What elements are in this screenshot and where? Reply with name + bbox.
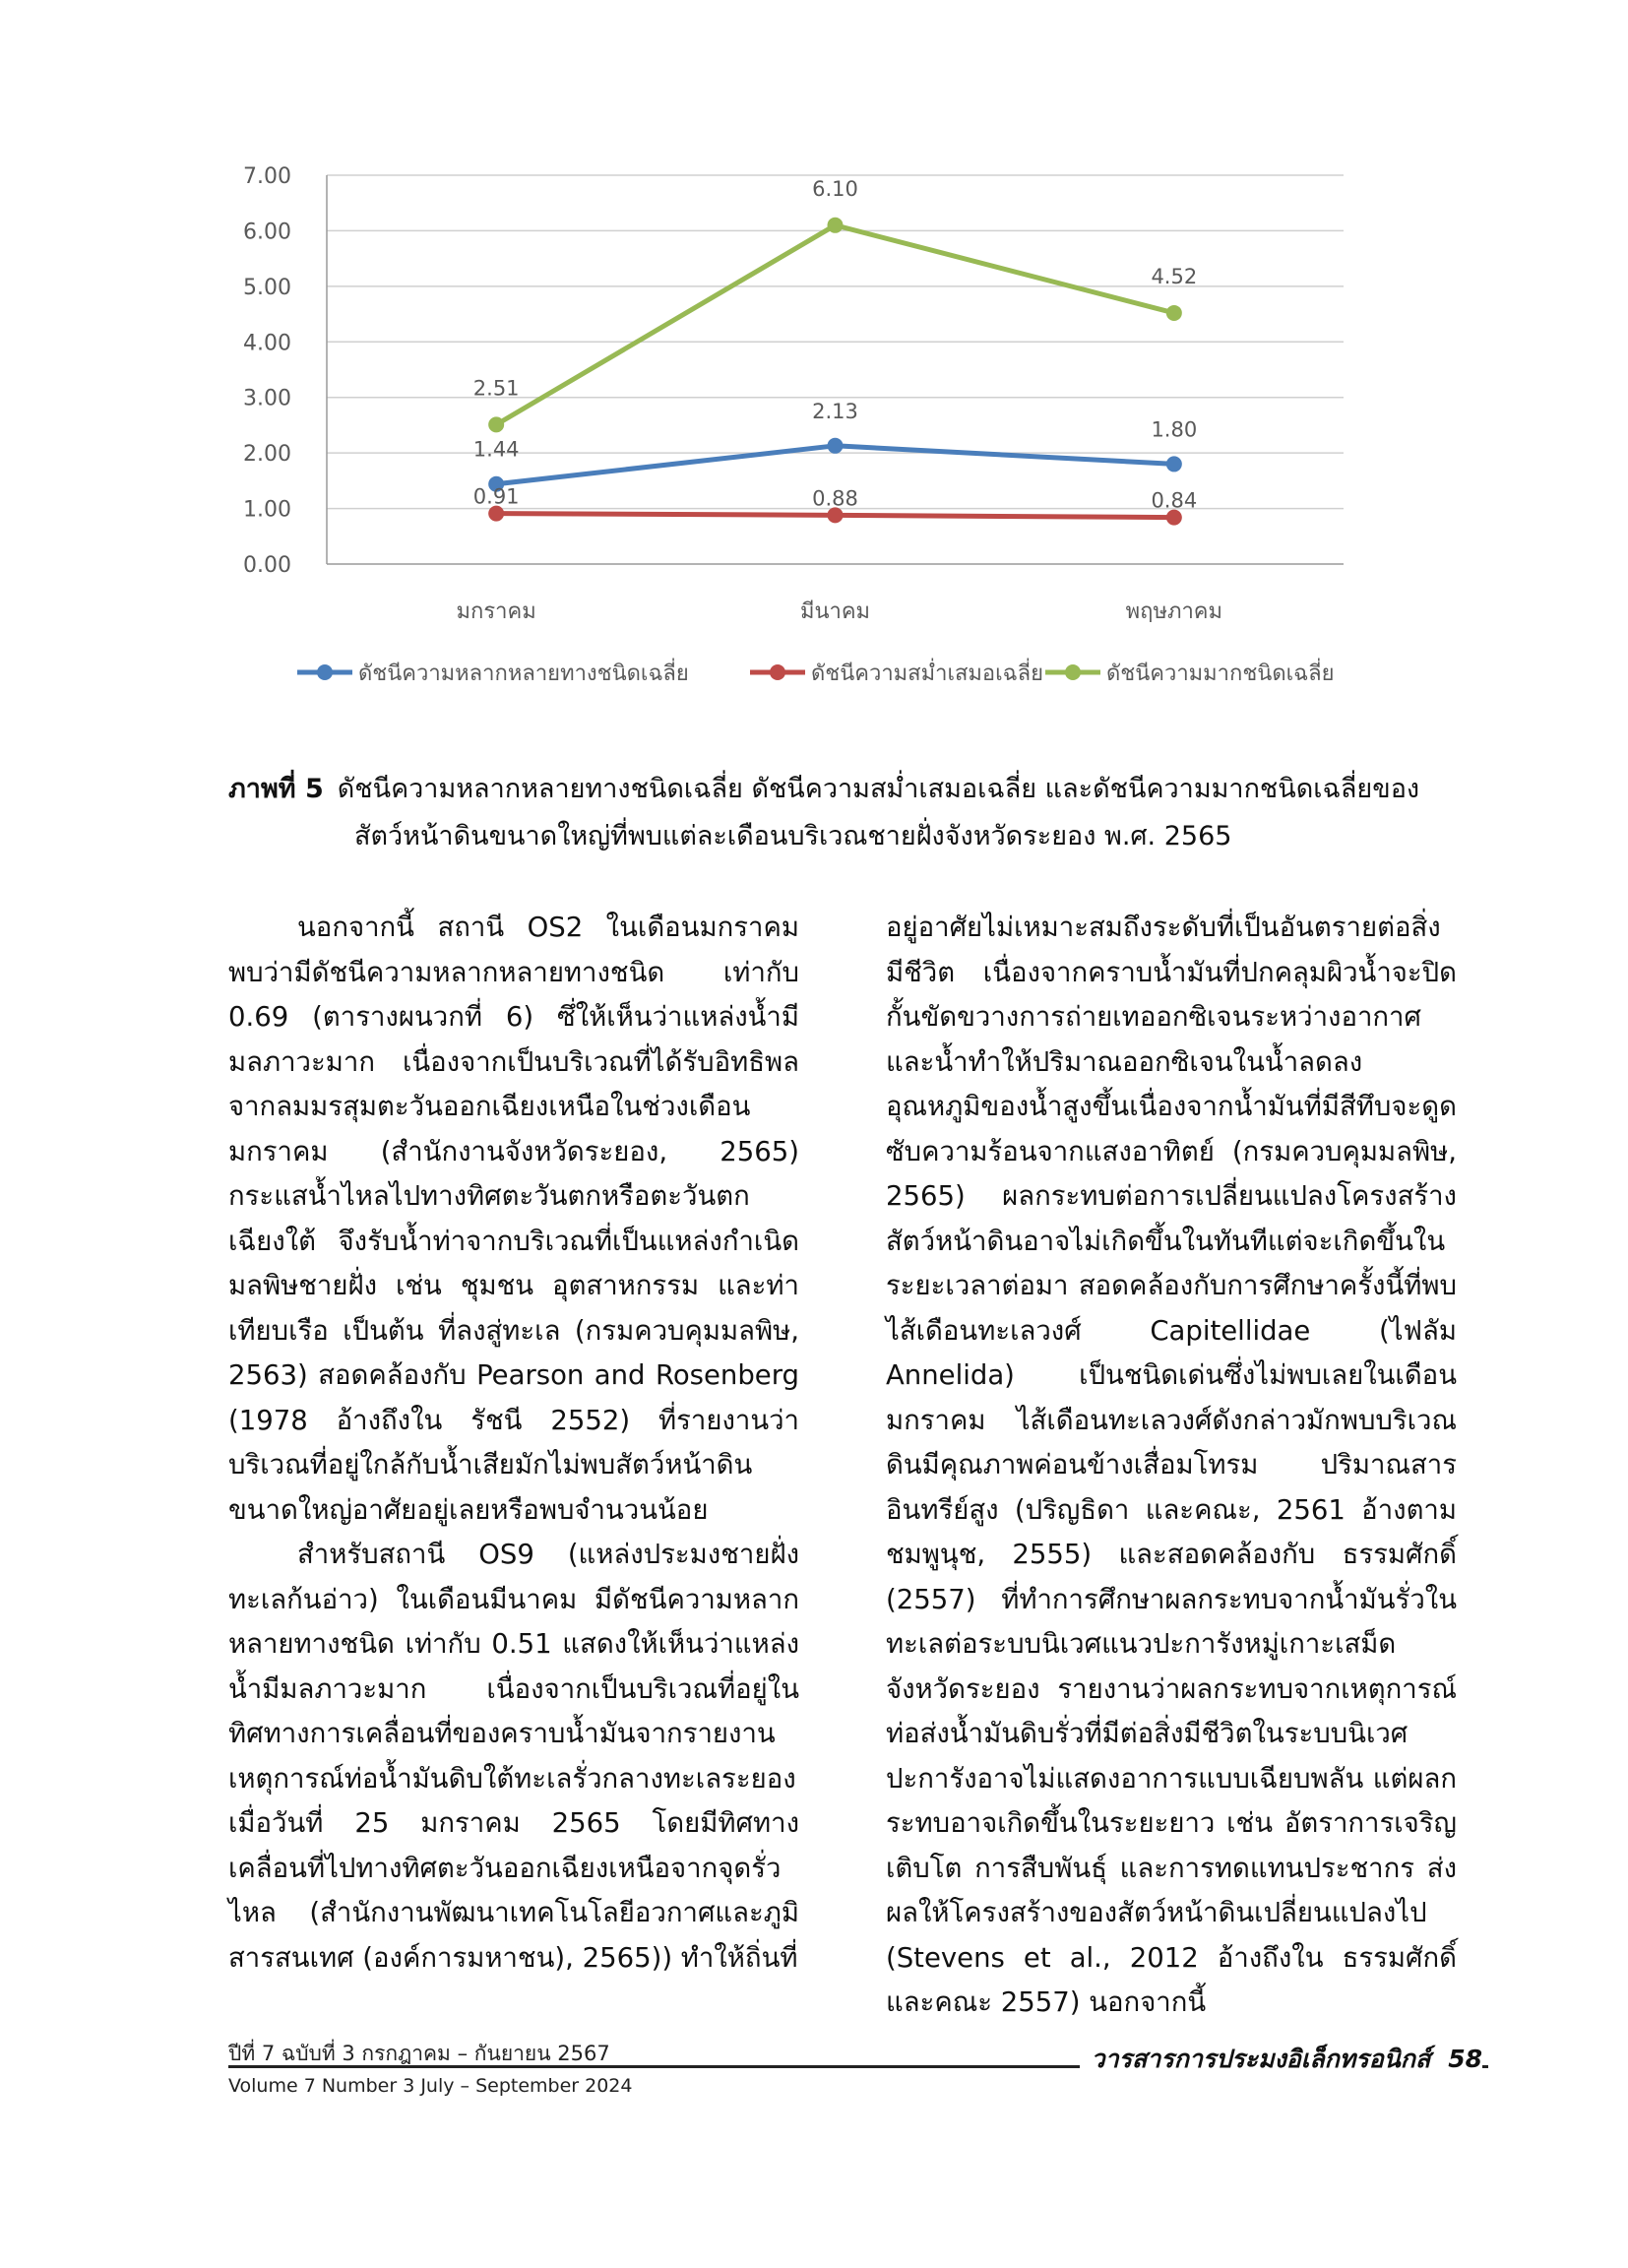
footer-issue-thai: ปีที่ 7 ฉบับที่ 3 กรกฎาคม – กันยายน 2567 xyxy=(228,2042,610,2065)
y-tick-label: 3.00 xyxy=(243,386,291,411)
footer-issue-english: Volume 7 Number 3 July – September 2024 xyxy=(228,2075,633,2097)
footer-journal-name: วารสารการประมงอิเล็กทรอนิกส์ xyxy=(1091,2045,1431,2073)
figure-caption-label: ภาพที่ 5 xyxy=(228,774,324,804)
data-label: 6.10 xyxy=(812,176,858,201)
x-tick-label: มกราคม xyxy=(456,599,536,624)
y-tick-label: 1.00 xyxy=(243,497,291,523)
chart-legend xyxy=(297,658,1335,686)
body-column-right xyxy=(886,906,1457,2026)
line-chart xyxy=(0,0,1628,748)
y-tick-label: 4.00 xyxy=(243,331,291,356)
y-tick-label: 0.00 xyxy=(243,553,291,578)
data-point xyxy=(828,218,844,233)
page-number: 58 xyxy=(1448,2045,1482,2073)
paragraph: สำหรับสถานี OS9 (แหล่งประมงชายฝั่งทะเลก้นอ่าว) ในเดือนมีนาคม มีดัชนีความหลากหลายทางชนิด เท่ากับ 0.51 แสดงให้เห็นว่าแหล่งน้ำมีมลภาวะมาก เนื่องจากเป็นบริเวณที่อยู่ในทิศทางการเคลื่อนที่ของคราบน้ำมันจากรายงานเหตุการณ์ท่อน้ำมันดิบใต้ทะเลรั่วกลางทะเลระยอง เมื่อวันที่ 25 มกราคม 2565 โดยมีทิศทางเคลื่อนที่ไปทางทิศตะวันออกเฉียงเหนือจากจุดรั่วไหล (สำนักงานพัฒนาเทคโนโลยีอวกาศและภูมิสารสนเทศ (องค์การมหาชน), 2565)) ทำให้ถิ่นที่ xyxy=(228,1539,799,1974)
y-tick-label: 7.00 xyxy=(243,164,291,189)
data-point xyxy=(1166,305,1182,321)
legend-label: ดัชนีความสม่ำเสมอเฉลี่ย xyxy=(811,662,1044,686)
y-tick-label: 2.00 xyxy=(243,442,291,468)
data-point xyxy=(828,438,844,454)
series-line xyxy=(496,225,1174,425)
legend-swatch-marker xyxy=(1065,664,1081,680)
data-label: 1.80 xyxy=(1151,417,1198,442)
figure-caption-line1: ดัชนีความหลากหลายทางชนิดเฉลี่ย ดัชนีความสม่ำเสมอเฉลี่ย และดัชนีความมากชนิดเฉลี่ยของ xyxy=(337,774,1420,804)
paragraph: อยู่อาศัยไม่เหมาะสมถึงระดับที่เป็นอันตรายต่อสิ่งมีชีวิต เนื่องจากคราบน้ำมันที่ปกคลุมผิวน้ำจะปิดกั้นขัดขวางการถ่ายเทออกซิเจนระหว่างอากาศและน้ำทำให้ปริมาณออกซิเจนในน้ำลดลง อุณหภูมิของน้ำสูงขึ้นเนื่องจากน้ำมันที่มีสีทึบจะดูดซับความร้อนจากแสงอาทิตย์ (กรมควบคุมมลพิษ, 2565) ผลกระทบต่อการเปลี่ยนแปลงโครงสร้างสัตว์หน้าดินอาจไม่เกิดขึ้นในทันทีแต่จะเกิดขึ้นในระยะเวลาต่อมา สอดคล้องกับการศึกษาครั้งนี้ที่พบไส้เดือนทะเลวงศ์ Capitellidae (ไฟลัม Annelida) เป็นชนิดเด่นซึ่งไม่พบเลยในเดือนมกราคม ไส้เดือนทะเลวงศ์ดังกล่าวมักพบบริเวณดินมีคุณภาพค่อนข้างเสื่อมโทรม ปริมาณสารอินทรีย์สูง (ปริญธิดา และคณะ, 2561 อ้างตาม ชมพูนุช, 2555) และสอดคล้องกับ ธรรมศักดิ์ (2557) ที่ทำการศึกษาผลกระทบจากน้ำมันรั่วในทะเลต่อระบบนิเวศแนวปะการังหมู่เกาะเสม็ด จังหวัดระยอง รายงานว่าผลกระทบจากเหตุการณ์ท่อส่งน้ำมันดิบรั่วที่มีต่อสิ่งมีชีวิตในระบบนิเวศปะการังอาจไม่แสดงอาการแบบเฉียบพลัน แต่ผลกระทบอาจเกิดขึ้นในระยะยาว เช่น อัตราการเจริญเติบโต การสืบพันธุ์ และการทดแทนประชากร ส่งผลให้โครงสร้างของสัตว์หน้าดินเปลี่ยนแปลงไป (Stevens et al., 2012 อ้างถึงใน ธรรมศักดิ์ และคณะ 2557) นอกจากนี้ xyxy=(886,912,1457,2018)
chart-axes xyxy=(243,164,1222,624)
chart-series xyxy=(473,177,1197,526)
data-point xyxy=(1166,456,1182,472)
data-label: 0.88 xyxy=(812,486,858,511)
data-label: 1.44 xyxy=(472,437,520,462)
paragraph: นอกจากนี้ สถานี OS2 ในเดือนมกราคม พบว่ามีดัชนีความหลากหลายทางชนิด เท่ากับ 0.69 (ตารางผนวกที่ 6) ซึ่ให้เห็นว่าแหล่งน้ำมีมลภาวะมาก เนื่องจากเป็นบริเวณที่ได้รับอิทธิพลจากลมมรสุมตะวันออกเฉียงเหนือในช่วงเดือน มกราคม (สำนักงานจังหวัดระยอง, 2565) กระแสน้ำไหลไปทางทิศตะวันตกหรือตะวันตกเฉียงใต้ จึงรับน้ำท่าจากบริเวณที่เป็นแหล่งกำเนิดมลพิษชายฝั่ง เช่น ชุมชน อุตสาหกรรม และท่าเทียบเรือ เป็นต้น ที่ลงสู่ทะเล (กรมควบคุมมลพิษ, 2563) สอดคล้องกับ Pearson and Rosenberg (1978 อ้างถึงใน รัชนี 2552) ที่รายงานว่าบริเวณที่อยู่ใกล้กับน้ำเสียมักไม่พบสัตว์หน้าดินขนาดใหญ่อาศัยอยู่เลยหรือพบจำนวนน้อย xyxy=(228,912,799,1526)
y-tick-label: 5.00 xyxy=(243,275,291,300)
legend-swatch-marker xyxy=(317,664,333,680)
footer-journal xyxy=(1080,2040,1482,2079)
data-label: 2.13 xyxy=(812,399,858,423)
data-label: 0.84 xyxy=(1151,488,1198,513)
legend-label: ดัชนีความมากชนิดเฉลี่ย xyxy=(1106,662,1335,686)
x-tick-label: มีนาคม xyxy=(799,599,871,624)
data-label: 0.91 xyxy=(472,484,520,509)
data-label: 2.51 xyxy=(472,376,520,401)
figure-caption xyxy=(228,766,1508,860)
x-tick-label: พฤษภาคม xyxy=(1125,599,1223,624)
body-column-left xyxy=(228,906,799,1981)
figure-caption-line2: สัตว์หน้าดินขนาดใหญ่ที่พบแต่ละเดือนบริเวณชายฝั่งจังหวัดระยอง พ.ศ. 2565 xyxy=(354,821,1232,851)
data-label: 4.52 xyxy=(1151,264,1198,288)
legend-label: ดัชนีความหลากหลายทางชนิดเฉลี่ย xyxy=(358,662,689,686)
data-point xyxy=(488,416,504,432)
y-tick-label: 6.00 xyxy=(243,220,291,245)
legend-swatch-marker xyxy=(770,664,785,680)
